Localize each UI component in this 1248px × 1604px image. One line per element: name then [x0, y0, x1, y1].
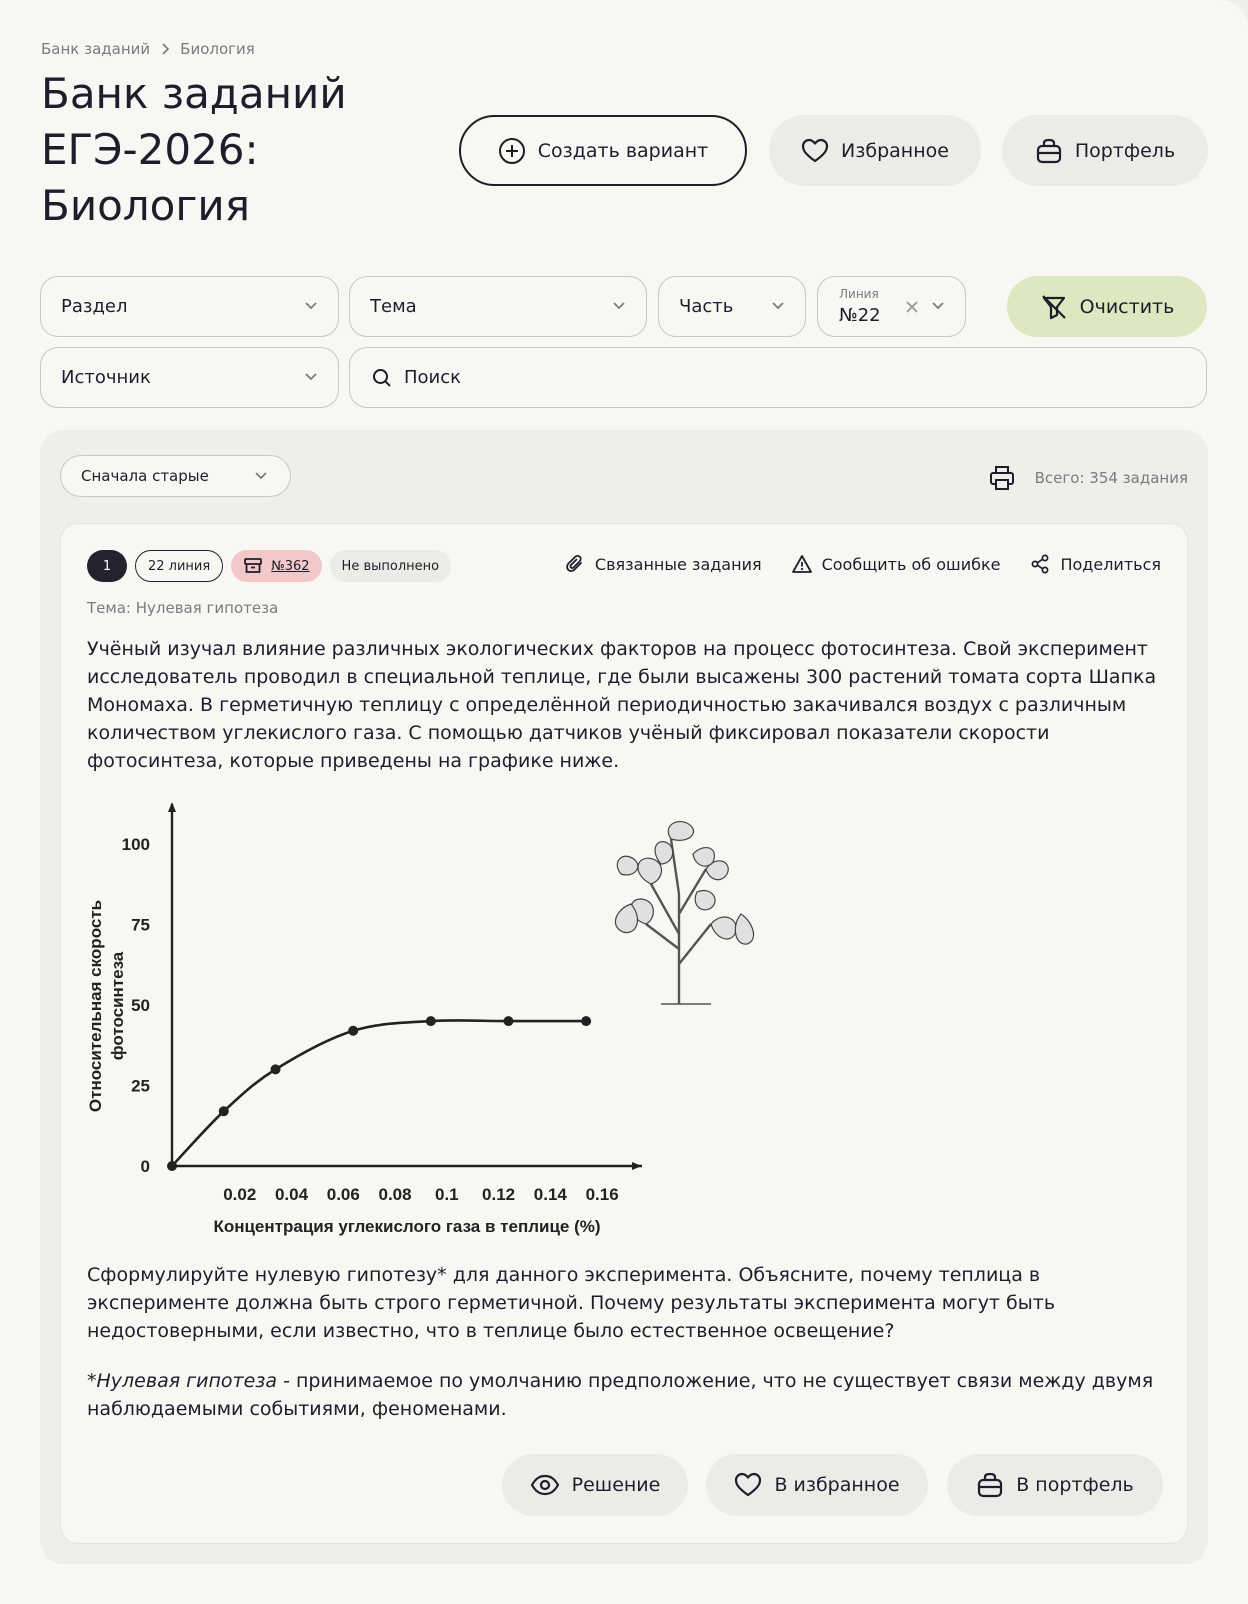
y-tick-label: 100 — [121, 835, 150, 854]
chevron-right-icon — [160, 43, 170, 55]
close-icon[interactable] — [904, 299, 920, 315]
task-actions — [565, 554, 1161, 574]
warning-icon — [792, 554, 812, 574]
topic-select[interactable] — [349, 276, 647, 337]
x-tick-label: 0.02 — [223, 1185, 257, 1204]
results-panel — [40, 430, 1208, 1564]
tomato-plant-illustration — [615, 822, 753, 1004]
archive-icon — [243, 557, 263, 575]
task-number-badge: 1 — [87, 550, 127, 582]
data-point — [219, 1106, 229, 1116]
page-title: Банк заданий ЕГЭ-2026: Биология — [41, 69, 347, 230]
task-text-intro: Учёный изучал влияние различных экологических факторов на процесс фотосинтеза. Свой эксперимент исследователь проводил в специальной теплице, где были высажены 300 растений томата сорта Шапка Мономаха. В герметичную теплицу с определённой периодичностью закачивался воздух с различным количеством углекислого газа. С помощью датчиков учёный фиксировал показатели скорости фотосинтеза, которые приведены на графике ниже. — [87, 638, 1157, 772]
breadcrumb-current: Биология — [180, 40, 255, 58]
chevron-down-icon — [931, 301, 945, 311]
x-tick-label: 0.08 — [378, 1185, 412, 1204]
plus-circle-icon — [498, 137, 526, 165]
source-select-label: Источник — [61, 367, 151, 388]
search-placeholder: Поиск — [404, 367, 462, 388]
add-to-favorites-button[interactable] — [706, 1454, 928, 1516]
solution-label: Решение — [571, 1474, 661, 1496]
note-term: *Нулевая гипотеза — [87, 1370, 278, 1392]
y-tick-label: 75 — [131, 915, 150, 935]
share-label: Поделиться — [1060, 554, 1161, 574]
related-tasks-link[interactable] — [565, 554, 762, 574]
part-select-label: Часть — [679, 296, 734, 317]
line-tag: 22 линия — [135, 550, 223, 582]
data-point — [503, 1016, 513, 1026]
briefcase-icon — [976, 1471, 1004, 1499]
photosynthesis-chart — [81, 794, 781, 1254]
chevron-down-icon — [254, 471, 268, 481]
line-select-value: №22 — [839, 305, 881, 326]
heart-icon — [734, 1472, 762, 1498]
x-tick-label: 0.1 — [435, 1185, 459, 1204]
x-tick-label: 0.14 — [533, 1185, 567, 1204]
chevron-down-icon — [612, 301, 626, 311]
data-point — [581, 1016, 591, 1026]
x-tick-label: 0.04 — [274, 1185, 309, 1204]
portfolio-label: Портфель — [1074, 139, 1176, 162]
favorites-label: Избранное — [841, 139, 949, 162]
report-error-label: Сообщить об ошибке — [821, 554, 1001, 574]
create-variant-button[interactable] — [459, 115, 747, 186]
share-icon — [1030, 554, 1050, 574]
part-select[interactable] — [658, 276, 806, 337]
x-axis-label: Концентрация углекислого газа в теплице (%) — [213, 1217, 601, 1236]
y-axis-arrow — [168, 802, 176, 812]
x-tick-label: 0.06 — [326, 1185, 360, 1204]
data-point — [348, 1026, 358, 1036]
sort-select[interactable] — [60, 455, 291, 497]
total-count: Всего: 354 задания — [1034, 469, 1188, 487]
x-tick-label: 0.16 — [585, 1185, 619, 1204]
breadcrumb-root-link[interactable]: Банк заданий — [41, 40, 151, 58]
task-id-tag[interactable] — [231, 550, 321, 582]
breadcrumb — [41, 40, 255, 58]
report-error-link[interactable] — [792, 554, 1001, 574]
line-select[interactable] — [817, 276, 966, 337]
eye-icon — [530, 1474, 560, 1496]
chevron-down-icon — [304, 372, 318, 382]
y-axis-label: Относительная скорость — [86, 899, 105, 1113]
status-badge: Не выполнено — [330, 550, 452, 582]
y-tick-label: 0 — [140, 1157, 150, 1176]
task-tags — [87, 550, 451, 582]
briefcase-icon — [1035, 137, 1063, 165]
task-text-note — [87, 1367, 1157, 1423]
solution-button[interactable] — [502, 1454, 688, 1516]
x-axis-arrow — [632, 1162, 642, 1170]
create-variant-label: Создать вариант — [537, 139, 709, 162]
heart-icon — [801, 138, 829, 164]
task-id-link[interactable]: №362 — [271, 558, 310, 574]
portfolio-button[interactable] — [1002, 115, 1208, 186]
add-to-portfolio-label: В портфель — [1016, 1474, 1134, 1496]
clear-filters-label: Очистить — [1079, 295, 1175, 318]
task-topic: Тема: Нулевая гипотеза — [87, 599, 279, 617]
results-summary — [989, 465, 1188, 491]
section-select[interactable] — [40, 276, 339, 337]
data-point — [426, 1016, 436, 1026]
y-tick-label: 25 — [131, 1076, 150, 1096]
share-link[interactable] — [1030, 554, 1161, 574]
favorites-button[interactable] — [769, 115, 981, 186]
series-line — [172, 1020, 586, 1166]
paperclip-icon — [565, 554, 585, 574]
x-tick-label: 0.12 — [482, 1185, 516, 1204]
task-card — [60, 523, 1188, 1544]
source-select[interactable] — [40, 347, 339, 408]
data-point — [271, 1064, 281, 1074]
sort-select-label: Сначала старые — [81, 467, 209, 485]
printer-icon[interactable] — [989, 465, 1015, 491]
y-tick-label: 50 — [131, 996, 150, 1015]
chevron-down-icon — [771, 301, 785, 311]
add-to-portfolio-button[interactable] — [947, 1454, 1163, 1516]
task-text-question: Сформулируйте нулевую гипотезу* для данного эксперимента. Объясните, почему теплица в эксперименте должна быть строго герметичной. Почему результаты эксперимента могут быть недостоверными, если известно, что в теплице было естественное освещение? — [87, 1264, 1056, 1342]
related-tasks-label: Связанные задания — [594, 554, 762, 574]
section-select-label: Раздел — [61, 296, 128, 317]
line-select-caption: Линия — [839, 287, 879, 301]
topic-select-label: Тема — [370, 296, 417, 317]
search-icon — [372, 368, 392, 388]
data-point — [167, 1161, 177, 1171]
filter-off-icon — [1040, 293, 1068, 321]
search-input[interactable] — [349, 347, 1207, 408]
y-axis-label: фотосинтеза — [108, 951, 127, 1061]
add-to-favorites-label: В избранное — [774, 1474, 900, 1496]
note-definition: - принимаемое по умолчанию предположение, что не существует связи между двумя наблюдаемыми событиями, феноменами. — [87, 1370, 1154, 1420]
chevron-down-icon — [304, 301, 318, 311]
clear-filters-button[interactable] — [1007, 276, 1207, 337]
